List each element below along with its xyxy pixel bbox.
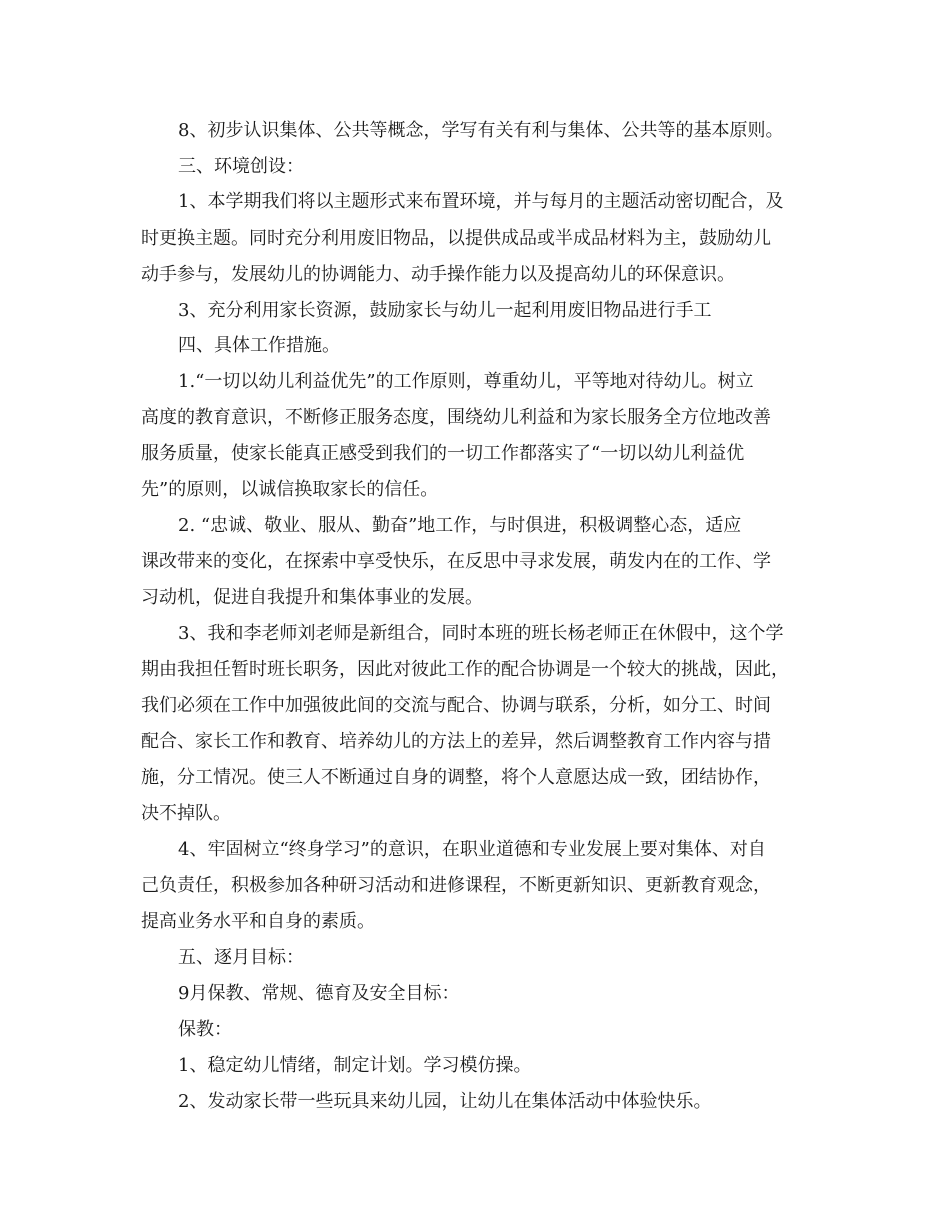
text-line-15: 3、我和李老师刘老师是新组合，同时本班的班长杨老师正在休假中，这个学 — [178, 623, 784, 644]
text-line-16: 期由我担任暂时班长职务，因此对彼此工作的配合协调是一个较大的挑战，因此， — [141, 659, 789, 680]
text-line-25: 9月保教、常规、德育及安全目标： — [178, 983, 460, 1004]
text-line-28: 2、发动家长带一些玩具来幼儿园，让幼儿在集体活动中体验快乐。 — [178, 1091, 712, 1112]
text-line-10: 服务质量，使家长能真正感受到我们的一切工作都落实了“一切以幼儿利益优 — [141, 443, 745, 464]
text-line-26: 保教： — [178, 1019, 232, 1040]
text-line-5: 动手参与，发展幼儿的协调能力、动手操作能力以及提高幼儿的环保意识。 — [141, 264, 735, 285]
text-line-1: 8、初步认识集体、公共等概念，学写有关有利与集体、公共等的基本原则。 — [178, 120, 784, 141]
text-line-9: 高度的教育意识，不断修正服务态度，围绕幼儿利益和为家长服务全方位地改善 — [141, 407, 771, 428]
text-line-14: 习动机，促进自我提升和集体事业的发展。 — [141, 587, 483, 608]
text-line-23: 提高业务水平和自身的素质。 — [141, 911, 375, 932]
text-line-6: 3、充分利用家长资源，鼓励家长与幼儿一起利用废旧物品进行手工 — [178, 300, 712, 321]
text-line-8: 1.“一切以幼儿利益优先”的工作原则，尊重幼儿，平等地对待幼儿。树立 — [178, 371, 754, 392]
text-line-13: 课改带来的变化，在探索中享受快乐，在反思中寻求发展，萌发内在的工作、学 — [141, 551, 771, 572]
text-line-21: 4、牢固树立“终身学习”的意识，在职业道德和专业发展上要对集体、对自 — [178, 839, 766, 860]
text-line-18: 配合、家长工作和教育、培养幼儿的方法上的差异，然后调整教育工作内容与措 — [141, 731, 771, 752]
text-line-17: 我们必须在工作中加强彼此间的交流与配合、协调与联系，分析，如分工、时间 — [141, 695, 771, 716]
text-line-27: 1、稳定幼儿情绪，制定计划。学习模仿操。 — [178, 1055, 532, 1076]
section-heading-measures: 四、具体工作措施。 — [178, 335, 340, 356]
text-line-19: 施，分工情况。使三人不断通过自身的调整，将个人意愿达成一致，团结协作， — [141, 767, 771, 788]
text-line-12: 2. “忠诚、敬业、服从、勤奋”地工作，与时俱进，积极调整心态，适应 — [178, 515, 742, 536]
section-heading-environment: 三、环境创设： — [178, 156, 304, 177]
text-line-22: 己负责任，积极参加各种研习活动和进修课程，不断更新知识、更新教育观念， — [141, 875, 771, 896]
section-heading-monthly-goals: 五、逐月目标： — [178, 947, 304, 968]
text-line-11: 先”的原则，以诚信换取家长的信任。 — [141, 479, 439, 500]
text-line-20: 决不掉队。 — [141, 803, 231, 824]
text-line-4: 时更换主题。同时充分利用废旧物品，以提供成品或半成品材料为主，鼓励幼儿 — [141, 228, 771, 249]
text-line-3: 1、本学期我们将以主题形式来布置环境，并与每月的主题活动密切配合，及 — [178, 191, 784, 212]
